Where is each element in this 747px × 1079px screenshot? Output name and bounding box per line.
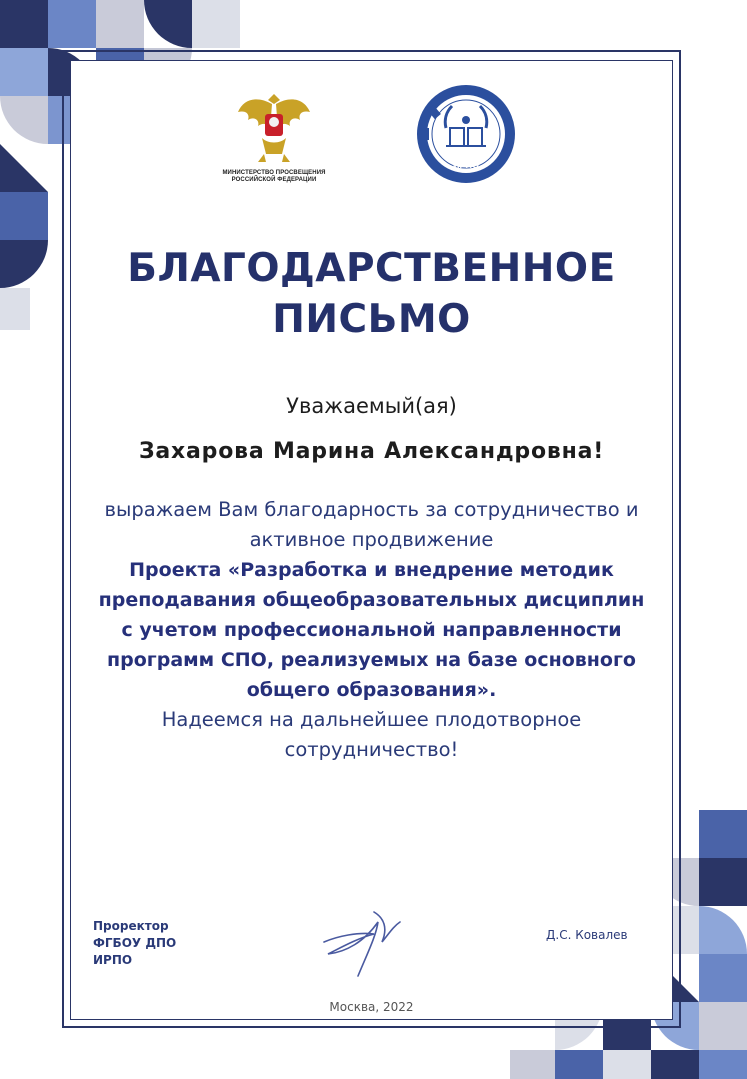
- signer-line2: ФГБОУ ДПО: [93, 936, 177, 950]
- project-line2: преподавания общеобразовательных дисциплин: [98, 589, 645, 611]
- closing-line2: сотрудничество!: [284, 738, 459, 761]
- document-title: [70, 243, 673, 345]
- ministry-caption-line2: РОССИЙСКОЙ ФЕДЕРАЦИИ: [231, 177, 317, 183]
- project-line4: программ СПО, реализуемых на базе основного: [107, 649, 636, 671]
- signature-name: Д.С. Ковалев: [546, 928, 628, 942]
- body-line1: выражаем Вам благодарность за сотрудничество и: [104, 498, 639, 521]
- closing-line1: Надеемся на дальнейшее плодотворное: [161, 708, 582, 731]
- signer-line1: Проректор: [93, 919, 169, 933]
- project-line1: Проекта «Разработка и внедрение методик: [129, 559, 614, 581]
- letter-body: [66, 495, 677, 765]
- place-date: Москва, 2022: [329, 1000, 414, 1014]
- body-line2: активное продвижение: [249, 528, 494, 551]
- handwritten-signature: [318, 892, 408, 982]
- eagle-emblem-icon: [234, 88, 314, 164]
- signer-line3: ИРПО: [93, 953, 133, 967]
- recipient-name: Захарова Марина Александровна!: [138, 439, 605, 464]
- project-line3: с учетом профессиональной направленности: [121, 619, 622, 641]
- ministry-caption-line1: МИНИСТЕРСТВО ПРОСВЕЩЕНИЯ: [222, 170, 326, 176]
- irpo-emblem-icon: [416, 84, 516, 184]
- project-line5: общего образования».: [246, 679, 497, 701]
- irpo-logo: [416, 84, 516, 184]
- ministry-logo: [218, 88, 330, 188]
- greeting: Уважаемый(ая): [286, 394, 457, 418]
- title-line1: БЛАГОДАРСТВЕННОЕ: [127, 246, 616, 291]
- title-line2: ПИСЬМО: [272, 297, 471, 342]
- signer-title: [93, 918, 176, 969]
- irpo-label: ИРПО: [453, 160, 479, 170]
